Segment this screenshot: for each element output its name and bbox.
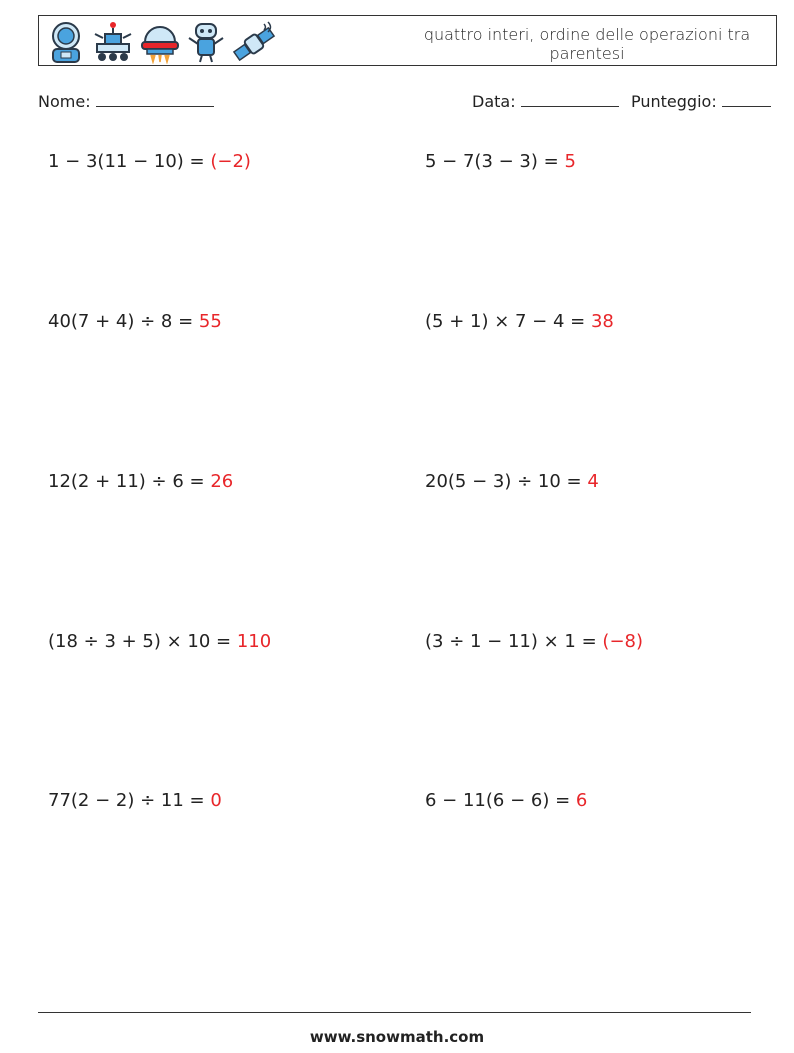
satellite-icon [231,20,277,64]
problem-7 [48,631,271,652]
problem-answer: 26 [210,471,234,492]
robot-icon [185,20,227,64]
problem-3 [48,311,222,332]
ufo-icon [139,20,181,64]
score-blank[interactable] [722,92,771,107]
worksheet-title: quattro interi, ordine delle operazioni tra parentesi [423,25,751,63]
problem-answer: 5 [564,151,576,172]
problem-expression: 20(5 − 3) ÷ 10 = [425,471,588,492]
score-label: Punteggio: [631,92,717,111]
date-field [472,92,619,111]
score-field [631,92,771,111]
problem-expression: (5 + 1) × 7 − 4 = [425,311,591,332]
name-field [38,92,214,111]
problem-9 [48,790,222,811]
problem-6 [425,471,599,492]
problem-expression: (3 ÷ 1 − 11) × 1 = [425,631,603,652]
problem-expression: 12(2 + 11) ÷ 6 = [48,471,211,492]
header-box [38,15,777,66]
problem-expression: 1 − 3(11 − 10) = [48,151,211,172]
date-blank[interactable] [521,92,619,107]
problem-expression: 40(7 + 4) ÷ 8 = [48,311,199,332]
problem-1 [48,151,251,172]
problem-8 [425,631,643,652]
problem-expression: 6 − 11(6 − 6) = [425,790,576,811]
problem-10 [425,790,587,811]
astronaut-icon [45,20,87,64]
problem-answer: 55 [198,311,222,332]
header-icons [45,20,277,64]
problem-answer: 4 [587,471,599,492]
problem-answer: (−8) [602,631,644,652]
rover-icon [91,20,135,64]
problem-expression: 5 − 7(3 − 3) = [425,151,565,172]
problem-answer: (−2) [210,151,251,172]
problem-expression: 77(2 − 2) ÷ 11 = [48,790,211,811]
footer-divider [38,1012,751,1013]
problem-4 [425,311,614,332]
problem-answer: 38 [590,311,614,332]
problem-answer: 0 [210,790,222,811]
date-label: Data: [472,92,516,111]
name-label: Nome: [38,92,91,111]
problem-5 [48,471,233,492]
footer-site[interactable]: www.snowmath.com [309,1028,485,1046]
name-blank[interactable] [96,92,214,107]
problem-answer: 110 [236,631,272,652]
problem-expression: (18 ÷ 3 + 5) × 10 = [48,631,237,652]
problem-answer: 6 [575,790,588,811]
problem-2 [425,151,576,172]
